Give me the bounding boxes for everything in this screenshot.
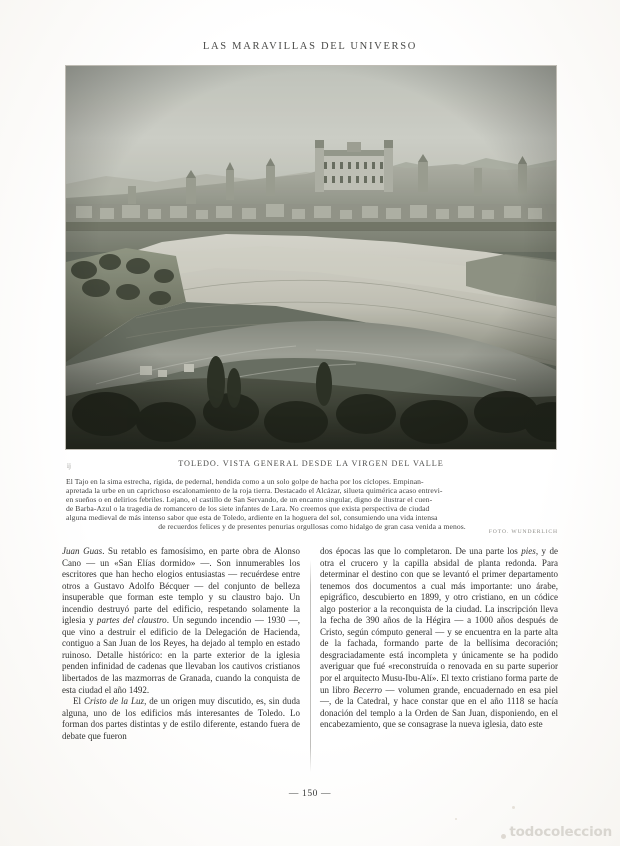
body-columns [62, 546, 558, 776]
paragraph: El Cristo de la Luz, de un origen muy discutido, es, sin duda alguna, uno de los edificios más interesantes de Toledo. Lo forman dos partes distintas y de estilo diferente, estando fuera de debate que fueron [62, 696, 300, 741]
right-column [320, 546, 558, 776]
plate-caption-paragraph [66, 477, 558, 532]
caption-line: apretada la urbe en un caprichoso escalonamiento de la roja tierra. Destacado el Alcázar, silueta quimérica acaso entrevi- [66, 486, 443, 496]
caption-line: en sueños o en delirios febriles. Lejano, el castillo de San Servando, de un encanto singular, digno de ilustrar el cuen- [66, 495, 433, 505]
paragraph: Juan Guas. Su retablo es famosísimo, en parte obra de Alonso Cano — un «San Elías dormido» —. Son innumerables los escritores que han hecho elogios entusiastas — recuérdese entre otros a Gustavo Adolfo Bécquer — del conjunto de belleza insuperable que forman este templo y su claustro bajo. Un incendio destruyó parte del edificio, respetando solamente la iglesia y partes del claustro. Un segundo incendio — 1930 —, que vino a destruir el edificio de la Delegación de Hacienda, contiguo a San Juan de los Reyes, ha dejado al templo en estado ruinoso. Detalle histórico: en la parte exterior de la iglesia penden infinidad de cadenas que llevaban los cautivos cristianos libertados de las mazmorras de Granada, cuando la conquista de esta ciudad el año 1492. [62, 546, 300, 695]
watermark: todocoleccion [509, 824, 612, 840]
plate-corner-mark: ij [67, 462, 71, 470]
caption-line: de recuerdos felices y de presentes penurias orgullosas como hidalgo de gran casa venida a menos. [158, 522, 466, 532]
plate-caption: TOLEDO. VISTA GENERAL DESDE LA VIRGEN DEL VALLE [178, 459, 444, 468]
page-number: — 150 — [288, 789, 332, 799]
watermark-dot [501, 834, 506, 839]
caption-line: El Tajo en la sima estrecha, rígida, de pedernal, hendida como a un solo golpe de hacha por los cíclopes. Empinan- [66, 477, 424, 486]
left-column [62, 546, 300, 776]
toledo-panorama-illustration [66, 66, 556, 449]
paragraph: dos épocas las que lo completaron. De una parte los pies, y de otra el crucero y la capilla absidal de planta redonda. Para determinar el destino con que se levantó el primer departamento tenemos dos documentos a cual más importante: uno árabe, epigráfico, descubierto en 1899, y otro cristiano, en un códice algo posterior a la reconquista de la ciudad. La inscripción lleva la fecha de 390 años de la Hégira — a 1000 años después de Cristo, según cómputo general — y se encuentra en la parte alta de la fachada, formando parte de la bellísima decoración; desgraciadamente está incompleta y únicamente se ha podido averiguar que fué «reconstruída o renovada en su parte superior por el arquitecto Musu-Ibu-Alí». El texto cristiano forma parte de un libro Becerro — volumen grande, encuadernado en esa piel —, de la Catedral, y hace constar que en el año 1118 se hacía donación del templo a la Orden de San Juan, disponiendo, en el encabezamiento, que se consagrase la nueva iglesia, dato este [320, 546, 558, 730]
scan-speck [512, 806, 515, 809]
photograph-plate [66, 66, 556, 449]
photo-credit: FOTO. WUNDERLICH [488, 529, 558, 535]
scan-speck [455, 818, 457, 820]
running-head: LAS MARAVILLAS DEL UNIVERSO [202, 41, 418, 52]
caption-line: alguna medieval de más intenso sabor que esta de Toledo, ardiente en la hoguera del sol, consumiendo una vida intensa [66, 513, 438, 523]
caption-line: de Barba-Azul o la tragedia de romancero de los siete infantes de Lara. No creemos que exista perspectiva de ciudad [66, 504, 430, 514]
